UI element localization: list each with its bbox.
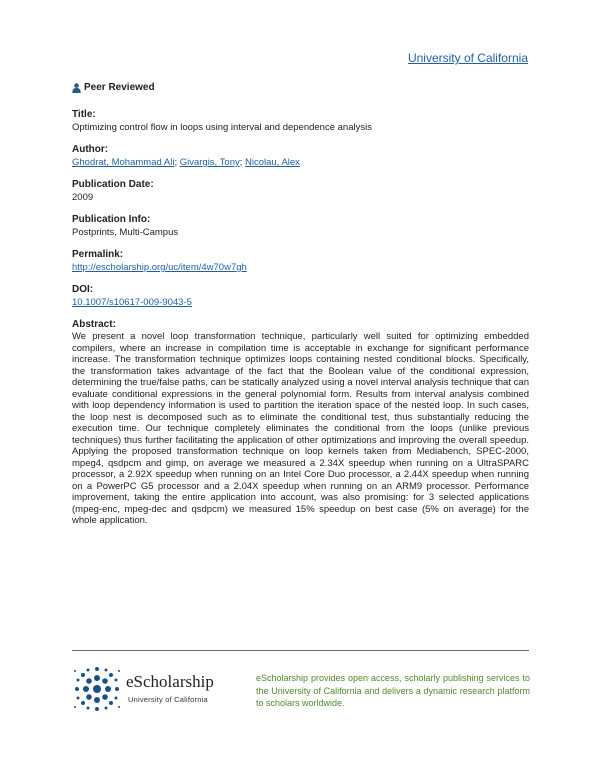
- title-label: Title:: [72, 109, 96, 120]
- peer-reviewed-badge: [72, 82, 155, 93]
- publication-info-field: [72, 213, 532, 239]
- permalink-field: [72, 248, 532, 274]
- abstract-field: [72, 318, 532, 527]
- publication-date-value: 2009: [72, 192, 94, 203]
- publication-date-field: [72, 178, 532, 204]
- permalink-label: Permalink:: [72, 249, 124, 260]
- person-icon: [72, 83, 81, 93]
- university-of-california-link[interactable]: University of California: [407, 51, 528, 65]
- doi-link[interactable]: 10.1007/s10617-009-9043-5: [72, 297, 192, 308]
- author-field: [72, 143, 532, 169]
- footer-description: eScholarship provides open access, scholarly publishing services to the University of California and delivers a dynamic research platform to scholars worldwide.: [256, 673, 530, 708]
- abstract-label: Abstract:: [72, 319, 116, 330]
- title-value: Optimizing control flow in loops using interval and dependence analysis: [72, 122, 372, 133]
- publication-info-value: Postprints, Multi-Campus: [72, 227, 179, 238]
- author-link[interactable]: Givargis, Tony: [179, 157, 240, 168]
- author-link[interactable]: Ghodrat, Mohammad Ali: [72, 157, 175, 168]
- escholarship-wordmark: eScholarship: [126, 672, 214, 691]
- title-field: [72, 108, 532, 134]
- peer-reviewed-label: Peer Reviewed: [84, 82, 155, 93]
- footer-divider: [72, 650, 529, 651]
- abstract-text: We present a novel loop transformation technique, particularly well suited for optimizing embedded compilers, where an increase in compilation time is acceptable in exchange for significant performance increase. The transformation technique optimizes loops containing nested conditional blocks. Specifically, the transformation takes advantage of the fact that the Boolean value of the conditional expression, determining the true/false paths, can be statically analyzed using a novel interval analysis technique that can evaluate conditional expressions in the general polynomial form. Results from interval analysis combined with loop dependency information is used to partition the iteration space of the nested loop. In such cases, the loop nest is decomposed such as to eliminate the conditional test, thus substantially reducing the execution time. Our technique completely eliminates the conditional from the loops (unlike previous techniques) thus further facilitating the application of other optimizations and improving the overall speedup. Applying the proposed transformation technique on loop kernels taken from Mediabench, SPEC-2000, mpeg4, qsdpcm and gimp, on average we measured a 2.34X speedup when running on a UltraSPARC processor, a 2.92X speedup when running on an Intel Core Duo processor, a 2.44X speedup when running on a PowerPC G5 processor and a 2.04X speedup when running on an ARM9 processor. Performance improvement, taking the entire application into account, was also promising: for 3 selected applications (mpeg-enc, mpeg-dec and qsdpcm) we measured 15% speedup on best case (5% on average) for the whole application.: [72, 331, 529, 526]
- author-list: Ghodrat, Mohammad Ali; Givargis, Tony; Nicolau, Alex: [72, 157, 300, 168]
- author-label: Author:: [72, 144, 109, 155]
- doi-field: [72, 283, 532, 309]
- publication-info-label: Publication Info:: [72, 214, 151, 225]
- permalink-link[interactable]: http://escholarship.org/uc/item/4w70w7gh: [72, 262, 247, 273]
- doi-label: DOI:: [72, 284, 94, 295]
- author-link[interactable]: Nicolau, Alex: [245, 157, 300, 168]
- escholarship-dots-icon: [72, 664, 122, 714]
- university-subtitle: University of California: [128, 695, 208, 704]
- escholarship-logo: [72, 664, 252, 714]
- publication-date-label: Publication Date:: [72, 179, 154, 190]
